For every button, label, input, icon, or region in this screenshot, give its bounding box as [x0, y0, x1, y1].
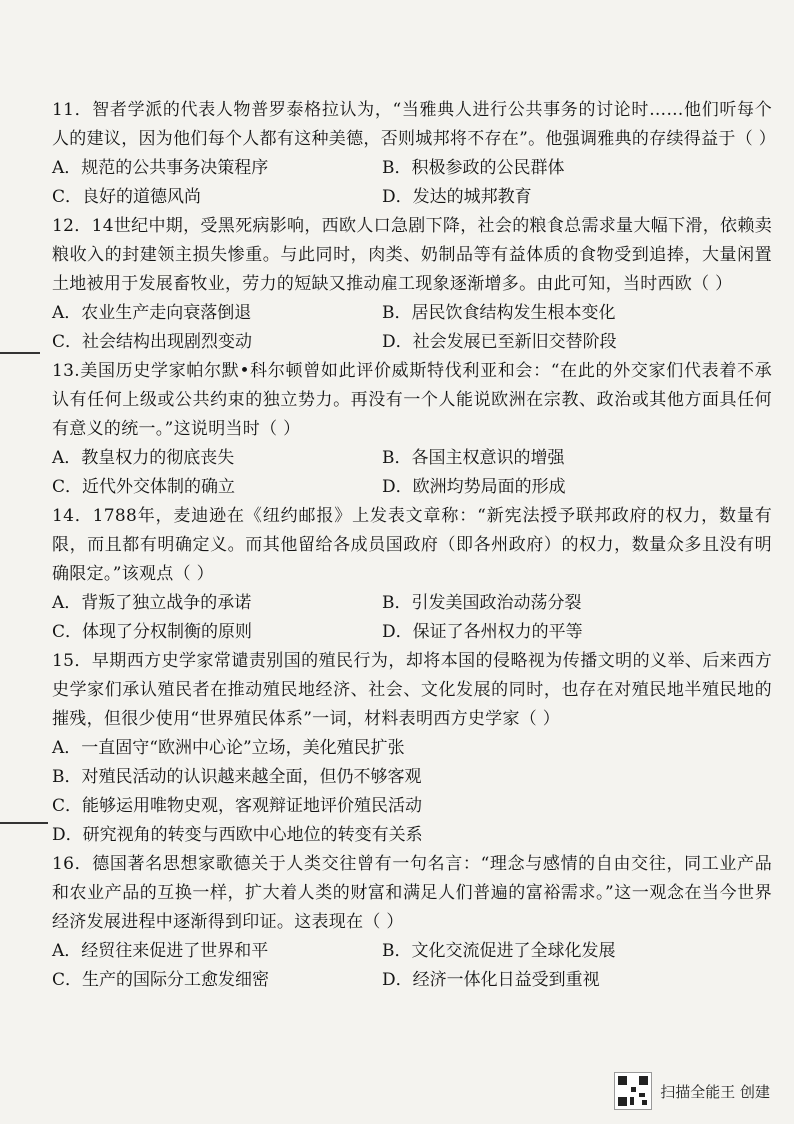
question-stem: 16．德国著名思想家歌德关于人类交往曾有一句名言：“理念与感情的自由交往，同工业产品和农业产品的互换一样，扩大着人类的财富和满足人们普遍的富裕需求。”这一观念在当今世界经济发展进程中逐渐得到印证。这表现在（ ） [52, 854, 772, 932]
options [52, 299, 772, 357]
question-13 [52, 357, 772, 502]
question-stem: 14．1788年，麦迪逊在《纽约邮报》上发表文章称：“新宪法授予联邦政府的权力，数量有限，而且都有明确定义。而其他留给各成员国政府（即各州政府）的权力，数量众多且没有明确限定。”该观点（ ） [52, 506, 772, 584]
question-11 [52, 96, 776, 212]
question-stem: 12．14世纪中期，受黑死病影响，西欧人口急剧下降，社会的粮食总需求量大幅下滑，依赖卖粮收入的封建领主损失惨重。与此同时，肉类、奶制品等有益体质的食物受到追捧，大量闲置土地被用于发展畜牧业，劳力的短缺又推动雇工现象逐渐增多。由此可知，当时西欧（ ） [52, 216, 772, 294]
option-a: A．背叛了独立战争的承诺 [52, 593, 252, 613]
question-stem: 11．智者学派的代表人物普罗泰格拉认为，“当雅典人进行公共事务的讨论时……他们听每个人的建议，因为他们每个人都有这种美德，否则城邦将不存在”。他强调雅典的存续得益于（ ） [52, 100, 776, 149]
option-d: D．保证了各州权力的平等 [382, 622, 583, 642]
option-d: D．欧洲均势局面的形成 [382, 477, 566, 497]
option-d: D．研究视角的转变与西欧中心地位的转变有关系 [52, 825, 423, 845]
scan-mark [0, 352, 40, 354]
option-c: C．社会结构出现剧烈变动 [52, 332, 253, 352]
options [52, 734, 772, 850]
option-b: B．居民饮食结构发生根本变化 [382, 303, 616, 323]
option-d: D．社会发展已至新旧交替阶段 [382, 332, 617, 352]
question-stem: 13.美国历史学家帕尔默•科尔顿曾如此评价威斯特伐利亚和会：“在此的外交家们代表着不承认有任何上级或公共约束的独立势力。再没有一个人能说欧洲在宗教、政治或其他方面具任何有意义的统一。”这说明当时（ ） [52, 361, 772, 439]
question-stem: 15．早期西方史学家常谴责别国的殖民行为，却将本国的侵略视为传播文明的义举、后来西方史学家们承认殖民者在推动殖民地经济、社会、文化发展的同时，也存在对殖民地半殖民地的摧残，但很少使用“世界殖民体系”一词，材料表明西方史学家（ ） [52, 651, 772, 729]
option-d: D．经济一体化日益受到重视 [382, 970, 600, 990]
question-15 [52, 647, 772, 850]
watermark-text: 扫描全能王 创建 [660, 1082, 770, 1101]
question-12 [52, 212, 772, 357]
question-14 [52, 502, 772, 647]
option-a: A．一直固守“欧洲中心论”立场，美化殖民扩张 [52, 738, 405, 758]
option-c: C．良好的道德风尚 [52, 187, 202, 207]
option-b: B．对殖民活动的认识越来越全面，但仍不够客观 [52, 767, 422, 787]
option-c: C．生产的国际分工愈发细密 [52, 970, 270, 990]
option-b: B．引发美国政治动荡分裂 [382, 593, 582, 613]
option-b: B．文化交流促进了全球化发展 [382, 941, 616, 961]
option-b: B．积极参政的公民群体 [382, 158, 565, 178]
option-c: C．能够运用唯物史观，客观辩证地评价殖民活动 [52, 796, 423, 816]
scanner-watermark [614, 1072, 770, 1110]
option-c: C．体现了分权制衡的原则 [52, 622, 253, 642]
option-c: C．近代外交体制的确立 [52, 477, 236, 497]
options [52, 154, 772, 212]
question-16 [52, 850, 772, 995]
scan-mark [0, 822, 48, 824]
options [52, 444, 772, 502]
option-a: A．农业生产走向衰落倒退 [52, 303, 252, 323]
option-b: B．各国主权意识的增强 [382, 448, 565, 468]
option-d: D．发达的城邦教育 [382, 187, 532, 207]
option-a: A．规范的公共事务决策程序 [52, 158, 269, 178]
question-list [52, 96, 776, 995]
option-a: A．经贸往来促进了世界和平 [52, 941, 269, 961]
options [52, 937, 772, 995]
scanner-qr-icon [614, 1072, 652, 1110]
option-a: A．教皇权力的彻底丧失 [52, 448, 235, 468]
options [52, 589, 772, 647]
